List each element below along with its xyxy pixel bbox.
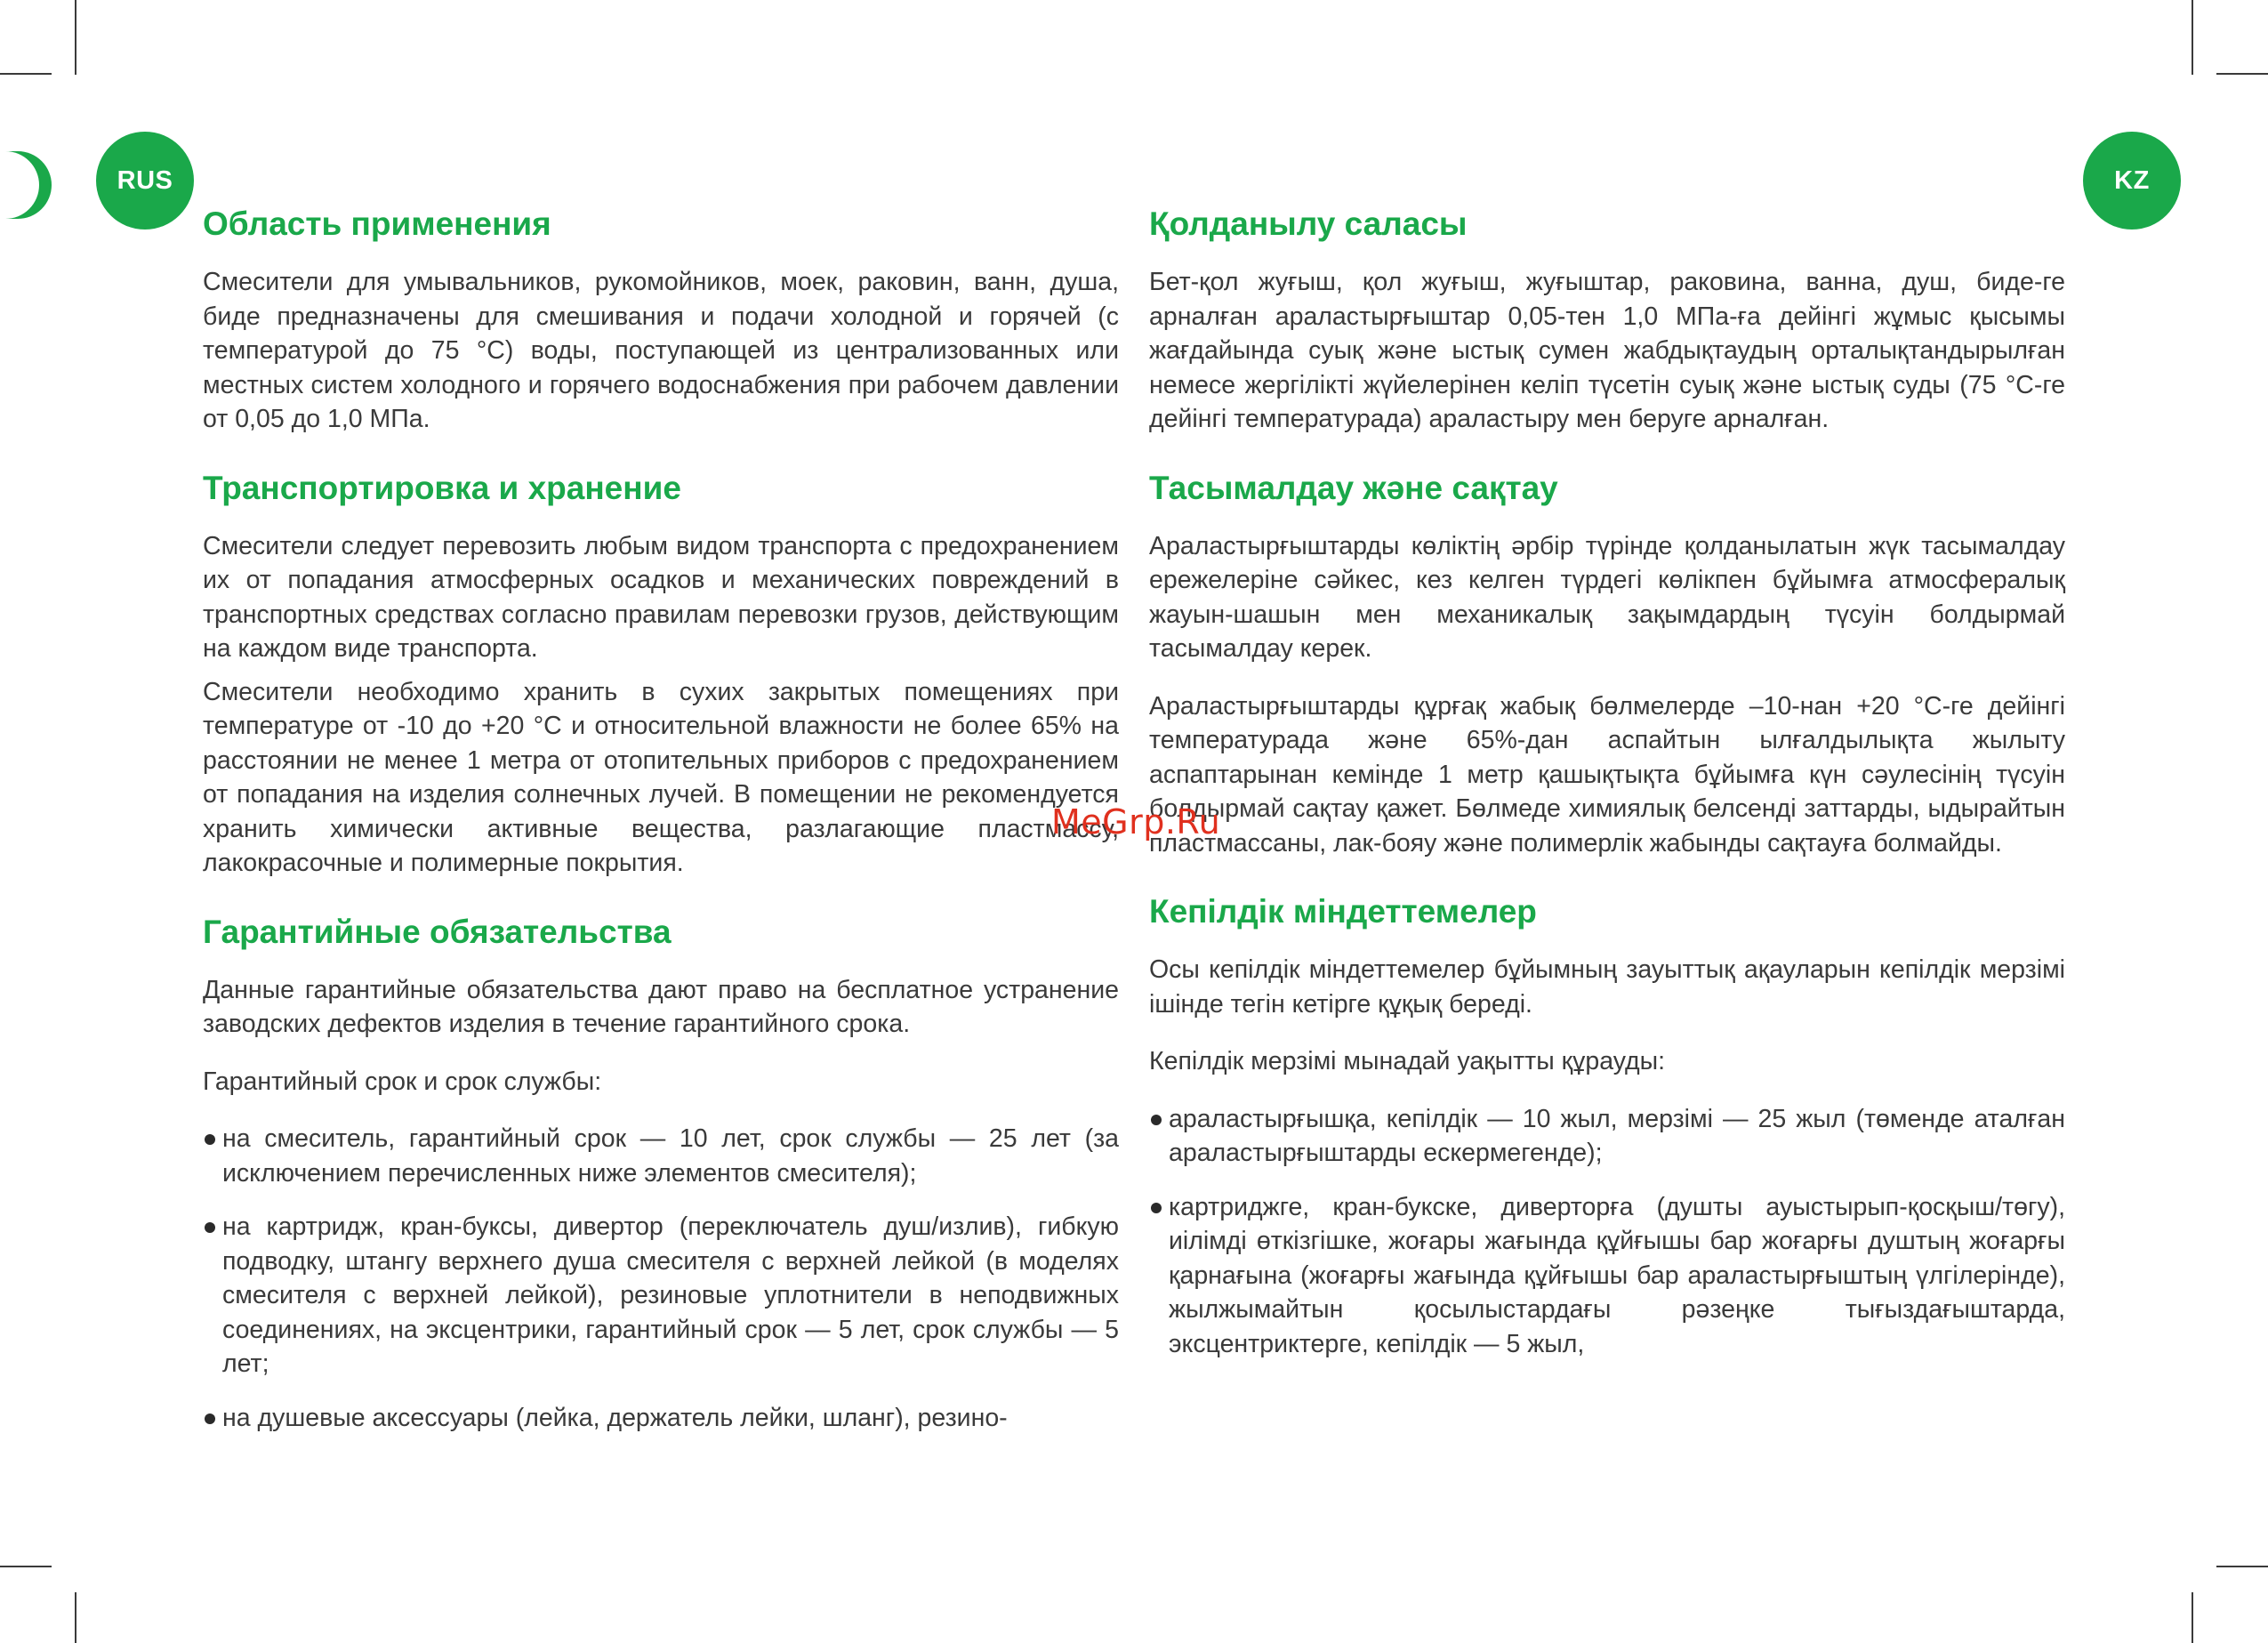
section-title: Кепілдік міндеттемелер (1149, 893, 1537, 930)
paragraph: Смесители необходимо хранить в сухих закрытых помещениях при температуре от -10 до +20 °С и относительной влажности не более 65% на расстоянии не менее 1 метра от отопительных приборов с предохранением от попадания на изделия солнечных лучей. В помещении не рекомендуется хранить химически активные вещества, разлагающие пластмассу, лакокрасочные и полимерные покрытия. (203, 677, 1119, 877)
warranty-list (203, 1122, 1119, 1435)
list-item: на смеситель, гарантийный срок — 10 лет, срок службы — 25 лет (за исключением перечисленных ниже элементов смесителя); (203, 1122, 1119, 1190)
language-badge-kz: KZ (2083, 132, 2181, 230)
kz-section-transport (1149, 467, 2065, 861)
kz-column (1149, 203, 2065, 1391)
paragraph: Кепілдік мерзімі мынадай уақытты құрауды: (1149, 1047, 1666, 1075)
crop-mark-top-right-h (2216, 73, 2268, 75)
list-item: на душевые аксессуары (лейка, держатель лейки, шланг), резино- (203, 1401, 1119, 1436)
list-item: араластырғышқа, кепілдік — 10 жыл, мерзімі — 25 жыл (төменде аталған араластырғыштарды ескермегенде); (1149, 1102, 2065, 1171)
paragraph: Смесители следует перевозить любым видом транспорта с предохранением их от попадания атмосферных осадков и механических повреждений в транспортных средствах согласно правилам перевозки грузов, действующим на каждом виде транспорта. (203, 531, 1119, 663)
paragraph: Гарантийный срок и срок службы: (203, 1067, 602, 1096)
rus-section-application (203, 203, 1119, 437)
kz-section-application (1149, 203, 2065, 437)
crop-mark-top-left-v (75, 0, 76, 75)
section-title: Қолданылу саласы (1149, 205, 1468, 242)
crop-mark-top-left-h (0, 73, 52, 75)
kz-section-warranty (1149, 890, 2065, 1361)
watermark: MeGrp.Ru (1051, 802, 1221, 842)
section-title: Транспортировка и хранение (203, 469, 681, 506)
paragraph: Араластырғыштарды көліктің әрбір түрінде қолданылатын жүк тасымалдау ережелеріне сәйкес, кез келген түрдегі көлікпен бұйымға атмосфералық жауын-шашын мен механикалық зақымдардың түсуін болдырмай тасымалдау керек. (1149, 531, 2065, 663)
paragraph: Данные гарантийные обязательства дают право на бесплатное устранение заводских дефектов изделия в течение гарантийного срока. (203, 975, 1119, 1038)
section-title: Область применения (203, 205, 551, 242)
language-badge-rus: RUS (96, 132, 194, 230)
list-item: картриджге, кран-букске, диверторға (душты ауыстырып-қосқыш/төгу), иілімді өткізгішке, жоғары жағында құйғышы бар жоғарғы душтың жоғарғы қарнағына (жоғарғы жағында құйғышы бар араластырғыштың үлгілерінде), жылжымайтын қосылыстардағы рәзеңке тығыздағыштарда, эксцентриктерге, кепілдік — 5 жыл, (1149, 1190, 2065, 1362)
rus-section-transport (203, 467, 1119, 881)
crop-mark-bottom-right-h (2216, 1566, 2268, 1567)
warranty-list (1149, 1102, 2065, 1362)
section-title: Тасымалдау және сақтау (1149, 469, 1558, 506)
edge-tab-decoration (0, 151, 52, 219)
crop-mark-top-right-v (2192, 0, 2193, 75)
crop-mark-bottom-left-h (0, 1566, 52, 1567)
paragraph: Смесители для умывальников, рукомойников, моек, раковин, ванн, душа, биде предназначены для смешивания и подачи холодной и горячей (с температурой до 75 °С) воды, поступающей из централизованных или местных систем холодного и горячего водоснабжения при рабочем давлении от 0,05 до 1,0 МПа. (203, 268, 1119, 433)
paragraph: Араластырғыштарды құрғақ жабық бөлмелерде –10-нан +20 °С-ге дейінгі температурада және 65%-дан аспайтын ылғалдылықта жылыту аспаптарынан кемінде 1 метр қашықтықта бұйымға күн сәулесінің түсуін болдырмай сақтау қажет. Бөлмеде химиялық белсенді заттарды, ыдырайтын пластмассаны, лак-бояу және полимерлік жабынды сақтауға болмайды. (1149, 691, 2065, 858)
rus-section-warranty (203, 911, 1119, 1436)
paragraph: Осы кепілдік міндеттемелер бұйымның зауыттық ақауларын кепілдік мерзімі ішінде тегін кетірге құқық береді. (1149, 955, 2065, 1019)
rus-column (203, 203, 1119, 1465)
list-item: на картридж, кран-буксы, дивертор (переключатель душ/излив), гибкую подводку, штангу верхнего душа смесителя с верхней лейкой (в моделях смесителя с верхней лейкой), резиновые уплотнители в неподвижных соединениях, на эксцентрики, гарантийный срок — 5 лет, срок службы — 5 лет; (203, 1210, 1119, 1381)
paragraph: Бет-қол жуғыш, қол жуғыш, жуғыштар, раковина, ванна, душ, биде-ге арналған араластырғыштар 0,05-тен 1,0 МПа-ға дейінгі жұмыс қысымы жағдайында суық және ыстық сумен жабдықтаудың орталықтандырылған немесе жергілікті жүйелерінен келіп түсетін суық және ыстық суды (75 °С-ге дейінгі температурада) араластыру мен беруге арналған. (1149, 268, 2065, 433)
crop-mark-bottom-right-v (2192, 1592, 2193, 1643)
section-title: Гарантийные обязательства (203, 913, 672, 950)
crop-mark-bottom-left-v (75, 1592, 76, 1643)
